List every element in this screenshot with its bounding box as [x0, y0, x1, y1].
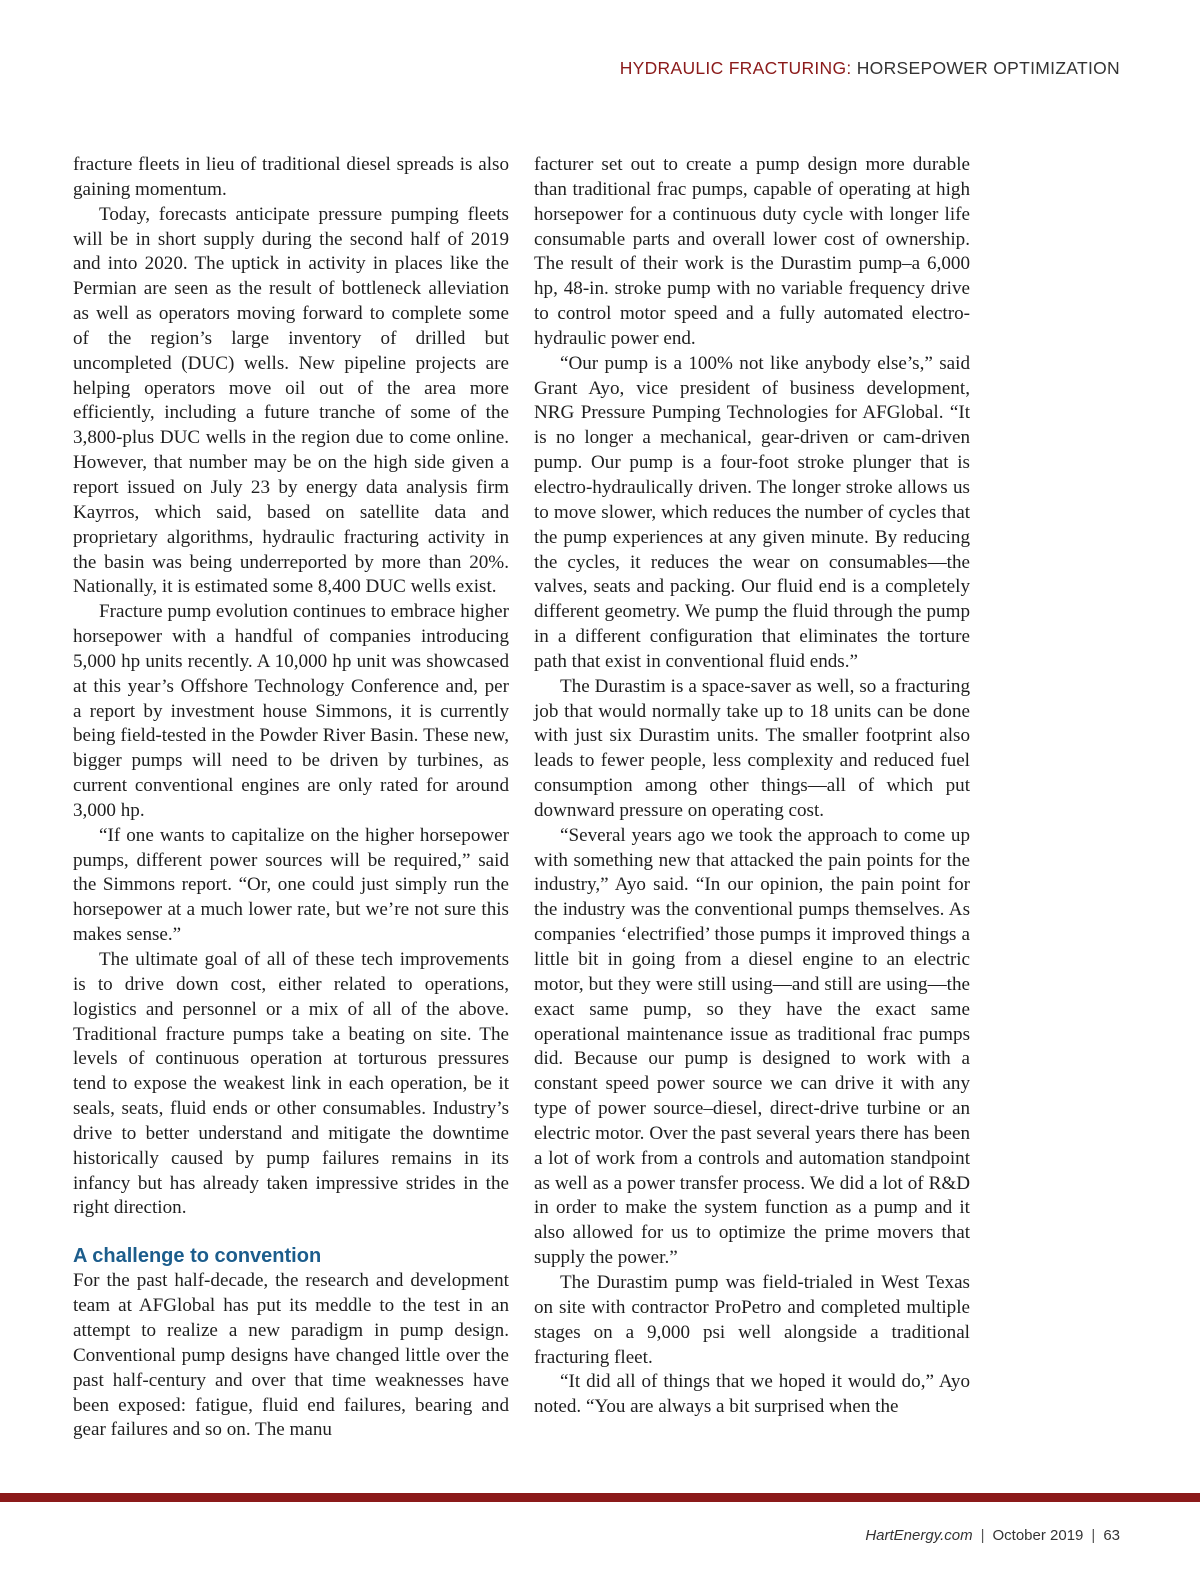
- footer-separator: |: [1091, 1527, 1096, 1544]
- section-subhead: A challenge to convention: [73, 1245, 322, 1268]
- paragraph: fracture fleets in lieu of traditional diesel spreads is also gaining momentum.: [73, 154, 509, 200]
- paragraph: “It did all of things that we hoped it would do,” Ayo noted. “You are always a bit surprised when the: [534, 1371, 970, 1418]
- paragraph: The Durastim pump was field-trialed in West Texas on site with contractor ProPetro and completed multiple stages on a 9,000 psi well alongside a traditional fracturing fleet.: [534, 1271, 970, 1368]
- left-column: [73, 153, 509, 1443]
- paragraph: “Several years ago we took the approach to come up with something new that attacked the pain points for the industry,” Ayo said. “In our opinion, the pain point for the industry was the conventional pumps themselves. As companies ‘electrified’ those pumps it improved things a little bit in going from a diesel engine to an electric motor, but they were still using—and still are using—the exact same pump, so they have the exact same operational maintenance issue as traditional frac pumps did. Because our pump is designed to work with a constant speed power source we can drive it with any type of power source–diesel, direct-drive turbine or an electric motor. Over the past several years there has been a lot of work from a controls and automation standpoint as well as a power transfer process. We did a lot of R&D in order to make the system function as a pump and it also allowed for us to optimize the prime movers that supply the power.”: [534, 824, 970, 1269]
- paragraph: The ultimate goal of all of these tech improvements is to drive down cost, either related to operations, logistics and personnel or a mix of all of the above. Traditional fracture pumps take a beating on site. The levels of continuous operation at torturous pressures tend to expose the weakest link in each operation, be it seals, seats, fluid ends or other consumables. Industry’s drive to better understand and mitigate the downtime historically caused by pump failures remains in its infancy but has already taken impressive strides in the right direction.: [73, 949, 509, 1219]
- running-head-topic: HORSEPOWER OPTIMIZATION: [851, 58, 1120, 78]
- paragraph: Today, forecasts anticipate pressure pumping fleets will be in short supply during the second half of 2019 and into 2020. The uptick in activity in places like the Permian are seen as the result of bottleneck alleviation as well as operators moving forward to complete some of the region’s large inventory of drilled but uncompleted (DUC) wells. New pipeline projects are helping operators move oil out of the area more efficiently, including a future tranche of some of the 3,800-plus DUC wells in the region due to come online. However, that number may be on the high side given a report issued on July 23 by energy data analysis firm Kayrros, which said, based on satellite data and proprietary algorithms, hydraulic fracturing activity in the basin was being underreported by more than 20%. Nationally, it is estimated some 8,400 DUC wells exist.: [73, 203, 509, 598]
- paragraph: facturer set out to create a pump design more durable than traditional frac pumps, capable of operating at high horsepower for a continuous duty cycle with longer life consumable parts and overall lower cost of ownership. The result of their work is the Durastim pump–a 6,000 hp, 48-in. stroke pump with no variable frequency drive to control motor speed and a fully automated electro-hydraulic power end.: [534, 154, 970, 349]
- running-head: [620, 58, 1120, 79]
- footer-site: HartEnergy.com: [865, 1527, 973, 1544]
- footer-rule: [0, 1493, 1200, 1502]
- paragraph: “Our pump is a 100% not like anybody else’s,” said Grant Ayo, vice president of business development, NRG Pressure Pumping Technologies for AFGlobal. “It is no longer a mechanical, gear-driven or cam-driven pump. Our pump is a four-foot stroke plunger that is electro-hydraulically driven. The longer stroke allows us to move slower, which reduces the number of cycles that the pump experiences at any given minute. By reducing the cycles, it reduces the wear on consumables—the valves, seats and packing. Our fluid end is a completely different geometry. We pump the fluid through the pump in a different configuration that eliminates the torture path that exist in conventional fluid ends.”: [534, 352, 970, 672]
- paragraph: The Durastim is a space-saver as well, so a fracturing job that would normally take up to 18 units can be done with just six Durastim units. The smaller footprint also leads to fewer people, less complexity and reduced fuel consumption among other things—all of which put downward pressure on operating cost.: [534, 675, 970, 821]
- page-footer: [865, 1527, 1120, 1544]
- footer-issue: October 2019: [992, 1527, 1084, 1544]
- footer-separator: |: [980, 1527, 985, 1544]
- running-head-section: HYDRAULIC FRACTURING:: [619, 58, 852, 78]
- paragraph: “If one wants to capitalize on the higher horsepower pumps, different power sources will be required,” said the Simmons report. “Or, one could just simply run the horsepower at a much lower rate, but we’re not sure this makes sense.”: [73, 824, 509, 946]
- page-number: 63: [1103, 1527, 1120, 1544]
- right-column: [534, 153, 970, 1420]
- paragraph: Fracture pump evolution continues to embrace higher horsepower with a handful of companies introducing 5,000 hp units recently. A 10,000 hp unit was showcased at this year’s Offshore Technology Conference and, per a report by investment house Simmons, it is currently being field-tested in the Powder River Basin. These new, bigger pumps will need to be driven by turbines, as current conventional engines are only rated for around 3,000 hp.: [73, 601, 509, 821]
- paragraph: For the past half-decade, the research and development team at AFGlobal has put its meddle to the test in an attempt to realize a new paradigm in pump design. Conventional pump designs have changed little over the past half-century and over that time weaknesses have been exposed: fatigue, fluid end failures, bearing and gear failures and so on. The manu: [73, 1270, 509, 1441]
